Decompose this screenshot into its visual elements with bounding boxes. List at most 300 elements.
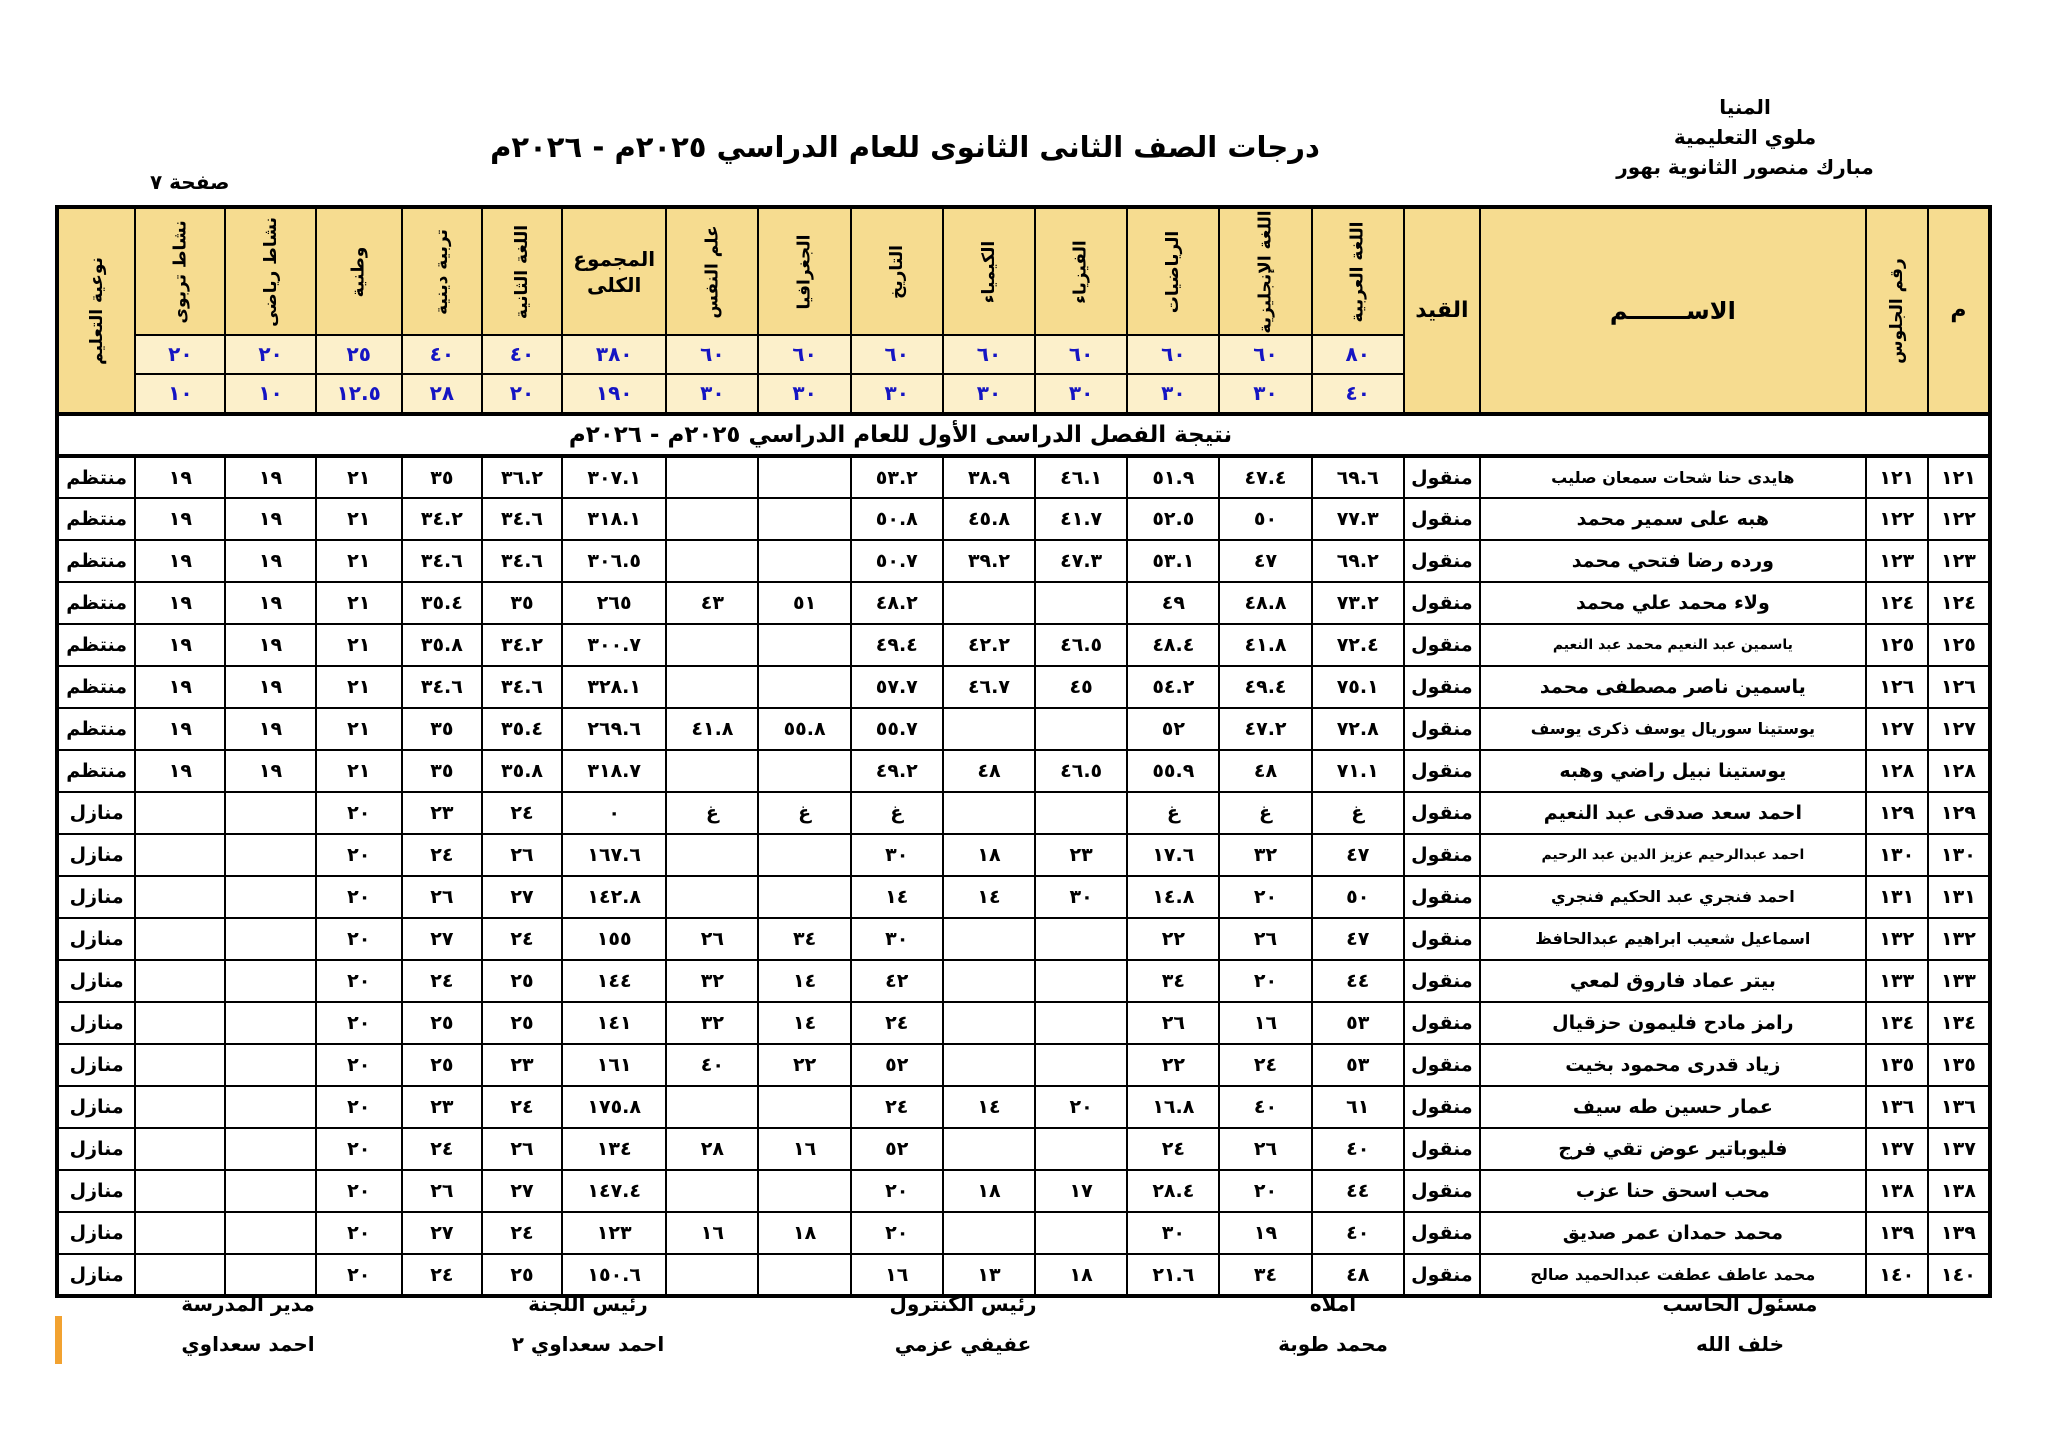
- grade-cell-history: ٢٤: [851, 1086, 943, 1128]
- seat-number-cell: ١٣٩: [1866, 1212, 1928, 1254]
- student-name-cell: محب اسحق حنا عزب: [1480, 1170, 1866, 1212]
- grade-cell-chemistry: [943, 960, 1035, 1002]
- grade-cell-national-education: ٢١: [316, 708, 402, 750]
- grade-cell-religious-education: ٢٤: [402, 1254, 482, 1296]
- grade-cell-geography: غ: [758, 792, 850, 834]
- grade-cell-psychology: [666, 624, 758, 666]
- grade-cell-arabic: ٦١: [1312, 1086, 1404, 1128]
- grade-cell-psychology: [666, 540, 758, 582]
- grade-cell-psychology: [666, 498, 758, 540]
- grade-cell-english: ٢٦: [1219, 918, 1311, 960]
- grade-cell-math: ١٦.٨: [1127, 1086, 1219, 1128]
- grade-cell-arabic: غ: [1312, 792, 1404, 834]
- grade-cell-arabic: ٤٨: [1312, 1254, 1404, 1296]
- max-mark-religious-education: ٤٠: [402, 335, 482, 374]
- grade-cell-total: ٠: [562, 792, 666, 834]
- col-header-seat-number: [1866, 207, 1928, 414]
- grade-cell-chemistry: [943, 1002, 1035, 1044]
- grade-cell-religious-education: ٣٤.٢: [402, 498, 482, 540]
- grade-cell-chemistry: ٣٩.٢: [943, 540, 1035, 582]
- max-mark-sports-activity: ٢٠: [225, 335, 315, 374]
- grade-cell-math: ٥٤.٢: [1127, 666, 1219, 708]
- grade-cell-educational-activity: [135, 960, 225, 1002]
- grade-cell-educational-activity: ١٩: [135, 540, 225, 582]
- education-type-cell: منتظم: [57, 498, 135, 540]
- grade-cell-national-education: ٢٠: [316, 792, 402, 834]
- grade-cell-physics: ٤٦.٥: [1035, 750, 1127, 792]
- serial-cell: ١٢٨: [1928, 750, 1990, 792]
- grade-cell-history: ٤٩.٢: [851, 750, 943, 792]
- seat-number-cell: ١٤٠: [1866, 1254, 1928, 1296]
- grade-cell-educational-activity: ١٩: [135, 498, 225, 540]
- grade-cell-second-language: ٣٤.٦: [482, 498, 562, 540]
- grade-cell-chemistry: ١٣: [943, 1254, 1035, 1296]
- grade-cell-national-education: ٢٠: [316, 918, 402, 960]
- enrollment-status-cell: منقول: [1404, 666, 1480, 708]
- education-type-cell: منازل: [57, 1002, 135, 1044]
- signature-name: احمد سعداوي ٢: [511, 1332, 665, 1356]
- grade-cell-physics: ٣٠: [1035, 876, 1127, 918]
- grade-cell-geography: ٣٤: [758, 918, 850, 960]
- signature-computer-officer: [1663, 1292, 1818, 1356]
- grade-cell-educational-activity: ١٩: [135, 750, 225, 792]
- grade-cell-arabic: ٤٤: [1312, 960, 1404, 1002]
- grade-cell-psychology: ٢٨: [666, 1128, 758, 1170]
- grade-cell-sports-activity: [225, 1086, 315, 1128]
- grade-cell-math: ٢٦: [1127, 1002, 1219, 1044]
- grade-cell-english: ٤١.٨: [1219, 624, 1311, 666]
- grade-cell-physics: ٢٠: [1035, 1086, 1127, 1128]
- seat-number-cell: ١٣٣: [1866, 960, 1928, 1002]
- grade-cell-math: ٣٤: [1127, 960, 1219, 1002]
- student-row: [57, 1170, 1990, 1212]
- signature-committee-head: [512, 1292, 665, 1356]
- col-header-total: المجموع الكلى: [562, 207, 666, 335]
- grade-cell-national-education: ٢٠: [316, 1044, 402, 1086]
- grade-cell-psychology: [666, 456, 758, 498]
- grade-cell-psychology: ٤١.٨: [666, 708, 758, 750]
- education-type-cell: منازل: [57, 792, 135, 834]
- seat-number-cell: ١٣١: [1866, 876, 1928, 918]
- student-name-cell: يوستينا نبيل راضي وهبه: [1480, 750, 1866, 792]
- grade-cell-educational-activity: [135, 834, 225, 876]
- signature-name: احمد سعداوي: [181, 1332, 315, 1356]
- district-line: ملوي التعليمية: [1673, 125, 1817, 149]
- grade-cell-sports-activity: [225, 1212, 315, 1254]
- grade-cell-religious-education: ٣٥.٤: [402, 582, 482, 624]
- grade-cell-math: ٥١.٩: [1127, 456, 1219, 498]
- page-number-label: صفحة ٧: [150, 170, 230, 194]
- grade-cell-national-education: ٢١: [316, 540, 402, 582]
- education-type-cell: منتظم: [57, 456, 135, 498]
- grade-cell-sports-activity: [225, 876, 315, 918]
- grade-cell-geography: ٢٢: [758, 1044, 850, 1086]
- grade-cell-sports-activity: ١٩: [225, 540, 315, 582]
- seat-number-cell: ١٣٦: [1866, 1086, 1928, 1128]
- grade-cell-history: غ: [851, 792, 943, 834]
- education-type-label: نوعية التعليم: [86, 256, 107, 365]
- max-mark-geography: ٦٠: [758, 335, 850, 374]
- grade-cell-english: ٤٧.٤: [1219, 456, 1311, 498]
- max-mark-physics: ٣٠: [1035, 374, 1127, 414]
- student-row: [57, 1254, 1990, 1296]
- student-row: [57, 960, 1990, 1002]
- grade-cell-chemistry: [943, 1044, 1035, 1086]
- grade-cell-psychology: غ: [666, 792, 758, 834]
- student-name-cell: محمد حمدان عمر صديق: [1480, 1212, 1866, 1254]
- serial-cell: ١٤٠: [1928, 1254, 1990, 1296]
- education-type-cell: منتظم: [57, 540, 135, 582]
- grade-cell-educational-activity: [135, 1002, 225, 1044]
- serial-cell: ١٣٩: [1928, 1212, 1990, 1254]
- grade-cell-total: ٢٦٥: [562, 582, 666, 624]
- grade-cell-religious-education: ٢٤: [402, 1128, 482, 1170]
- enrollment-status-cell: منقول: [1404, 1212, 1480, 1254]
- student-name-cell: ياسمين عبد النعيم محمد عبد النعيم: [1480, 624, 1866, 666]
- student-row: [57, 624, 1990, 666]
- grade-cell-total: ١٦١: [562, 1044, 666, 1086]
- grade-cell-arabic: ٦٩.٢: [1312, 540, 1404, 582]
- grade-cell-second-language: ٣٤.٦: [482, 540, 562, 582]
- grade-cell-educational-activity: [135, 792, 225, 834]
- grade-cell-arabic: ٧٧.٣: [1312, 498, 1404, 540]
- grade-cell-educational-activity: [135, 918, 225, 960]
- grade-cell-religious-education: ٢٣: [402, 792, 482, 834]
- grade-cell-geography: ١٦: [758, 1128, 850, 1170]
- grade-cell-psychology: ٣٢: [666, 1002, 758, 1044]
- grade-cell-educational-activity: [135, 1212, 225, 1254]
- grade-cell-national-education: ٢٠: [316, 1170, 402, 1212]
- seat-number-cell: ١٣٢: [1866, 918, 1928, 960]
- grade-cell-arabic: ٤٠: [1312, 1128, 1404, 1170]
- education-type-cell: منازل: [57, 1170, 135, 1212]
- grade-cell-national-education: ٢٠: [316, 1128, 402, 1170]
- grade-cell-second-language: ٣٥.٤: [482, 708, 562, 750]
- grade-cell-physics: [1035, 1212, 1127, 1254]
- grade-cell-total: ١٤٢.٨: [562, 876, 666, 918]
- education-type-cell: منازل: [57, 1254, 135, 1296]
- enrollment-status-cell: منقول: [1404, 876, 1480, 918]
- student-row: [57, 582, 1990, 624]
- grade-cell-geography: [758, 540, 850, 582]
- col-header-education-type: [57, 207, 135, 414]
- enrollment-status-cell: منقول: [1404, 960, 1480, 1002]
- grade-cell-religious-education: ٣٤.٦: [402, 666, 482, 708]
- grade-cell-chemistry: ١٨: [943, 834, 1035, 876]
- grade-cell-second-language: ٢٤: [482, 792, 562, 834]
- grade-cell-religious-education: ٢٦: [402, 876, 482, 918]
- grade-cell-second-language: ٢٥: [482, 1254, 562, 1296]
- page-edge-accent-bar: [55, 1316, 62, 1364]
- grade-cell-sports-activity: [225, 792, 315, 834]
- grade-cell-english: ٤٧: [1219, 540, 1311, 582]
- student-name-cell: اسماعيل شعيب ابراهيم عبدالحافظ: [1480, 918, 1866, 960]
- grade-cell-national-education: ٢١: [316, 750, 402, 792]
- grade-cell-religious-education: ٢٣: [402, 1086, 482, 1128]
- subject-header-row: [57, 207, 1990, 335]
- grade-cell-sports-activity: ١٩: [225, 456, 315, 498]
- grade-cell-math: ٤٨.٤: [1127, 624, 1219, 666]
- serial-cell: ١٢٦: [1928, 666, 1990, 708]
- grade-cell-geography: ٥١: [758, 582, 850, 624]
- education-type-cell: منازل: [57, 1212, 135, 1254]
- grade-cell-total: ١٤٧.٤: [562, 1170, 666, 1212]
- student-row: [57, 918, 1990, 960]
- grade-cell-history: ٢٠: [851, 1170, 943, 1212]
- education-type-cell: منتظم: [57, 708, 135, 750]
- grade-cell-chemistry: ١٨: [943, 1170, 1035, 1212]
- grade-cell-english: ٥٠: [1219, 498, 1311, 540]
- grade-cell-total: ٣٠٦.٥: [562, 540, 666, 582]
- grade-cell-total: ١٣٤: [562, 1128, 666, 1170]
- student-row: [57, 540, 1990, 582]
- enrollment-status-cell: منقول: [1404, 1254, 1480, 1296]
- grade-cell-history: ٤٢: [851, 960, 943, 1002]
- grade-cell-arabic: ٤٤: [1312, 1170, 1404, 1212]
- col-header-religious-education: تربية دينية: [402, 207, 482, 335]
- grade-cell-religious-education: ٢٥: [402, 1002, 482, 1044]
- student-name-cell: عمار حسين طه سيف: [1480, 1086, 1866, 1128]
- signature-title: رئيس الكنترول: [889, 1292, 1037, 1316]
- grade-cell-english: ٣٤: [1219, 1254, 1311, 1296]
- grade-cell-english: ٤٩.٤: [1219, 666, 1311, 708]
- grade-cell-arabic: ٥٣: [1312, 1002, 1404, 1044]
- grade-cell-chemistry: ١٤: [943, 1086, 1035, 1128]
- grade-cell-physics: [1035, 1044, 1127, 1086]
- grade-cell-chemistry: [943, 708, 1035, 750]
- grade-cell-religious-education: ٣٥.٨: [402, 624, 482, 666]
- grade-cell-geography: [758, 834, 850, 876]
- grade-cell-math: ٢٢: [1127, 1044, 1219, 1086]
- student-row: [57, 498, 1990, 540]
- enrollment-status-cell: منقول: [1404, 456, 1480, 498]
- grade-cell-second-language: ٢٣: [482, 1044, 562, 1086]
- education-type-cell: منتظم: [57, 582, 135, 624]
- col-header-physics: الفيزياء: [1035, 207, 1127, 335]
- grade-cell-educational-activity: [135, 1086, 225, 1128]
- grade-cell-psychology: [666, 1254, 758, 1296]
- grade-cell-physics: ٤٦.١: [1035, 456, 1127, 498]
- grade-cell-physics: ١٨: [1035, 1254, 1127, 1296]
- grade-cell-second-language: ٢٧: [482, 876, 562, 918]
- grade-cell-english: ٢٠: [1219, 876, 1311, 918]
- grade-cell-religious-education: ٣٥: [402, 708, 482, 750]
- student-row: [57, 456, 1990, 498]
- enrollment-status-cell: منقول: [1404, 1170, 1480, 1212]
- grade-cell-chemistry: [943, 792, 1035, 834]
- enrollment-status-cell: منقول: [1404, 750, 1480, 792]
- grade-cell-religious-education: ٢٧: [402, 1212, 482, 1254]
- max-mark-sports-activity: ١٠: [225, 374, 315, 414]
- grade-cell-total: ١٦٧.٦: [562, 834, 666, 876]
- grade-cell-national-education: ٢٠: [316, 1254, 402, 1296]
- grade-cell-chemistry: ٤٨: [943, 750, 1035, 792]
- grade-cell-math: ٥٢: [1127, 708, 1219, 750]
- col-header-second-language: اللغة الثانية: [482, 207, 562, 335]
- grade-cell-religious-education: ٣٤.٦: [402, 540, 482, 582]
- max-mark-psychology: ٦٠: [666, 335, 758, 374]
- school-name-line: مبارك منصور الثانوية بهور: [1616, 155, 1874, 179]
- governorate-line: المنيا: [1719, 95, 1771, 119]
- student-row: [57, 1086, 1990, 1128]
- signature-school-principal: [181, 1292, 315, 1356]
- grade-cell-religious-education: ٢٧: [402, 918, 482, 960]
- grade-cell-educational-activity: ١٩: [135, 624, 225, 666]
- student-row: [57, 834, 1990, 876]
- grade-cell-total: ١٤١: [562, 1002, 666, 1044]
- education-type-cell: منتظم: [57, 624, 135, 666]
- grade-cell-math: ٤٩: [1127, 582, 1219, 624]
- grade-cell-math: ٥٣.١: [1127, 540, 1219, 582]
- grade-cell-sports-activity: [225, 834, 315, 876]
- grade-cell-history: ١٤: [851, 876, 943, 918]
- grade-cell-geography: [758, 876, 850, 918]
- grade-cell-geography: [758, 498, 850, 540]
- grade-cell-geography: [758, 456, 850, 498]
- grade-cell-english: ٢٠: [1219, 1170, 1311, 1212]
- grade-cell-history: ١٦: [851, 1254, 943, 1296]
- grade-cell-national-education: ٢٠: [316, 876, 402, 918]
- grade-cell-religious-education: ٢٤: [402, 834, 482, 876]
- grade-cell-sports-activity: [225, 1044, 315, 1086]
- serial-cell: ١٢٧: [1928, 708, 1990, 750]
- max-mark-chemistry: ٦٠: [943, 335, 1035, 374]
- term-result-subtitle: نتيجة الفصل الدراسى الأول للعام الدراسي ٢٠٢٥م - ٢٠٢٦م: [57, 414, 1990, 456]
- grade-cell-physics: ٢٣: [1035, 834, 1127, 876]
- grade-cell-sports-activity: [225, 1170, 315, 1212]
- grade-cell-english: ١٦: [1219, 1002, 1311, 1044]
- grade-cell-total: ٣١٨.١: [562, 498, 666, 540]
- grade-cell-educational-activity: [135, 876, 225, 918]
- enrollment-status-cell: منقول: [1404, 918, 1480, 960]
- student-name-cell: هايدى حنا شحات سمعان صليب: [1480, 456, 1866, 498]
- grade-cell-second-language: ٣٤.٢: [482, 624, 562, 666]
- grade-cell-total: ١٧٥.٨: [562, 1086, 666, 1128]
- grade-cell-second-language: ٢٦: [482, 834, 562, 876]
- grade-cell-physics: [1035, 960, 1127, 1002]
- serial-cell: ١٢٣: [1928, 540, 1990, 582]
- grade-cell-sports-activity: ١٩: [225, 624, 315, 666]
- education-type-cell: منازل: [57, 876, 135, 918]
- grade-cell-math: ٢١.٦: [1127, 1254, 1219, 1296]
- grade-cell-history: ٥٠.٧: [851, 540, 943, 582]
- grade-cell-chemistry: ٤٦.٧: [943, 666, 1035, 708]
- max-mark-math: ٦٠: [1127, 335, 1219, 374]
- grade-cell-geography: [758, 1254, 850, 1296]
- grade-cell-total: ١٤٤: [562, 960, 666, 1002]
- seat-number-cell: ١٢٦: [1866, 666, 1928, 708]
- grade-cell-chemistry: [943, 1128, 1035, 1170]
- grade-cell-geography: [758, 1170, 850, 1212]
- col-header-serial: م: [1928, 207, 1990, 414]
- student-name-cell: ياسمين ناصر مصطفى محمد: [1480, 666, 1866, 708]
- grade-cell-second-language: ٣٤.٦: [482, 666, 562, 708]
- grade-cell-psychology: [666, 876, 758, 918]
- max-mark-national-education: ١٢.٥: [316, 374, 402, 414]
- grade-cell-arabic: ٧١.١: [1312, 750, 1404, 792]
- grade-cell-second-language: ٢٤: [482, 1086, 562, 1128]
- max-mark-second-language: ٢٠: [482, 374, 562, 414]
- seat-number-label: رقم الجلوس: [1886, 257, 1907, 364]
- grade-cell-english: ٢٤: [1219, 1044, 1311, 1086]
- enrollment-status-cell: منقول: [1404, 1128, 1480, 1170]
- enrollment-status-cell: منقول: [1404, 624, 1480, 666]
- col-header-chemistry: الكيمياء: [943, 207, 1035, 335]
- grade-cell-educational-activity: ١٩: [135, 708, 225, 750]
- student-row: [57, 750, 1990, 792]
- grade-cell-geography: [758, 750, 850, 792]
- grade-cell-chemistry: ١٤: [943, 876, 1035, 918]
- grade-cell-english: ٤٠: [1219, 1086, 1311, 1128]
- serial-cell: ١٢٩: [1928, 792, 1990, 834]
- enrollment-status-cell: منقول: [1404, 1044, 1480, 1086]
- signature-name: محمد طوبة: [1278, 1332, 1388, 1356]
- student-name-cell: بيتر عماد فاروق لمعي: [1480, 960, 1866, 1002]
- grade-cell-sports-activity: ١٩: [225, 498, 315, 540]
- seat-number-cell: ١٢٤: [1866, 582, 1928, 624]
- grade-cell-educational-activity: [135, 1170, 225, 1212]
- grade-cell-math: ٥٢.٥: [1127, 498, 1219, 540]
- grade-cell-sports-activity: ١٩: [225, 750, 315, 792]
- grade-cell-physics: [1035, 792, 1127, 834]
- signature-title: مدير المدرسة: [181, 1292, 315, 1316]
- education-type-cell: منتظم: [57, 750, 135, 792]
- max-mark-arabic: ٤٠: [1312, 374, 1404, 414]
- grade-cell-history: ٤٩.٤: [851, 624, 943, 666]
- enrollment-status-cell: منقول: [1404, 1002, 1480, 1044]
- grade-cell-total: ٣٢٨.١: [562, 666, 666, 708]
- grade-cell-math: ١٧.٦: [1127, 834, 1219, 876]
- grade-cell-math: ٥٥.٩: [1127, 750, 1219, 792]
- student-row: [57, 666, 1990, 708]
- student-name-cell: ولاء محمد علي محمد: [1480, 582, 1866, 624]
- grade-cell-geography: [758, 666, 850, 708]
- grade-cell-chemistry: ٤٢.٢: [943, 624, 1035, 666]
- grade-cell-arabic: ٧٢.٤: [1312, 624, 1404, 666]
- max-mark-history: ٣٠: [851, 374, 943, 414]
- grade-cell-national-education: ٢١: [316, 456, 402, 498]
- col-header-educational-activity: نشاط تربوى: [135, 207, 225, 335]
- grade-cell-geography: ١٤: [758, 1002, 850, 1044]
- grade-cell-history: ٣٠: [851, 834, 943, 876]
- student-name-cell: هبه على سمير محمد: [1480, 498, 1866, 540]
- grade-cell-english: ٣٢: [1219, 834, 1311, 876]
- seat-number-cell: ١٢٨: [1866, 750, 1928, 792]
- grade-cell-math: ٢٨.٤: [1127, 1170, 1219, 1212]
- page-title: درجات الصف الثانى الثانوى للعام الدراسي ٢٠٢٥م - ٢٠٢٦م: [490, 130, 1320, 164]
- grade-cell-religious-education: ٣٥: [402, 456, 482, 498]
- serial-cell: ١٣٦: [1928, 1086, 1990, 1128]
- student-row: [57, 1044, 1990, 1086]
- seat-number-cell: ١٣٧: [1866, 1128, 1928, 1170]
- max-mark-geography: ٣٠: [758, 374, 850, 414]
- grade-cell-history: ٥٢: [851, 1044, 943, 1086]
- seat-number-cell: ١٣٠: [1866, 834, 1928, 876]
- grade-cell-math: ٢٤: [1127, 1128, 1219, 1170]
- grade-cell-national-education: ٢٠: [316, 1086, 402, 1128]
- grade-cell-physics: [1035, 1128, 1127, 1170]
- grade-cell-sports-activity: ١٩: [225, 582, 315, 624]
- grade-cell-math: ١٤.٨: [1127, 876, 1219, 918]
- grade-cell-psychology: [666, 1086, 758, 1128]
- max-mark-math: ٣٠: [1127, 374, 1219, 414]
- col-header-name: الاســـــــم: [1480, 207, 1866, 414]
- serial-cell: ١٣٧: [1928, 1128, 1990, 1170]
- grade-cell-english: ٤٨.٨: [1219, 582, 1311, 624]
- grade-cell-arabic: ٥٣: [1312, 1044, 1404, 1086]
- grade-cell-physics: ٤٧.٣: [1035, 540, 1127, 582]
- grade-cell-chemistry: ٣٨.٩: [943, 456, 1035, 498]
